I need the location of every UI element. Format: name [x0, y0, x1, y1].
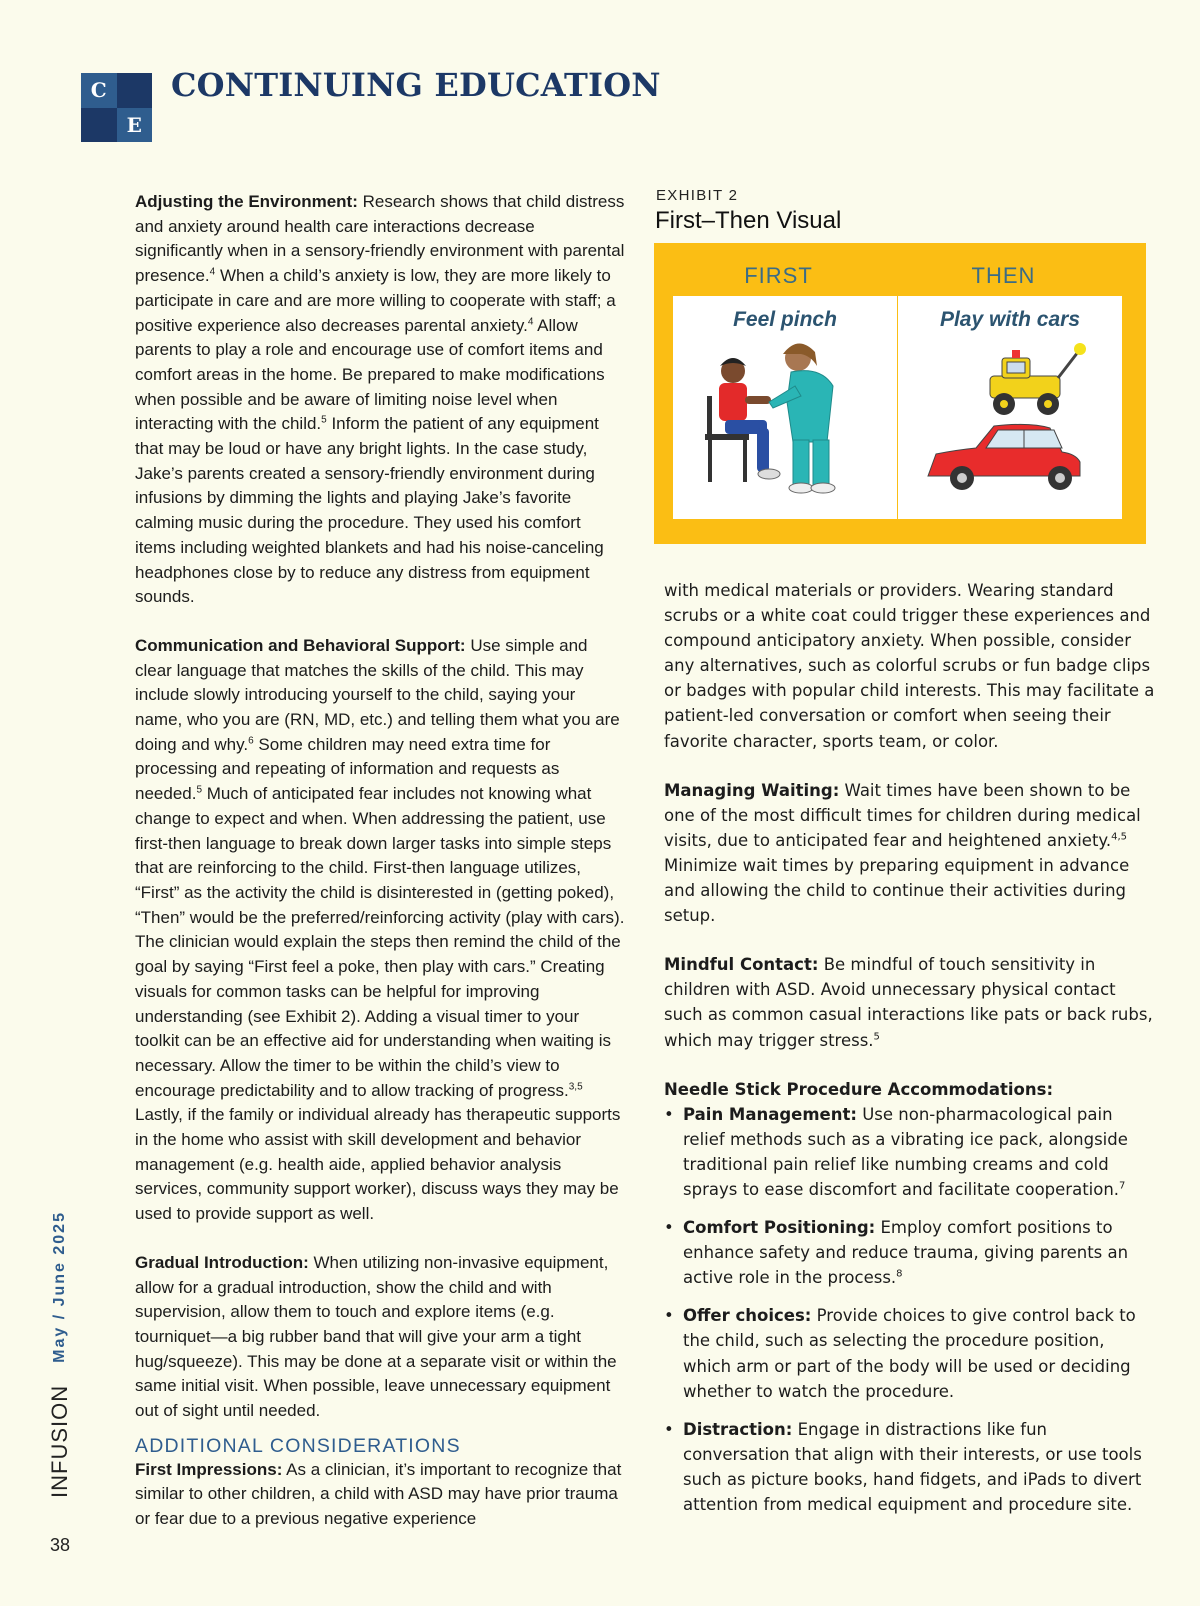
wheel-hub	[1044, 400, 1052, 408]
chair-leg	[743, 440, 747, 482]
paragraph-heading: Managing Waiting:	[664, 780, 840, 800]
magazine-name: INFUSION	[47, 1384, 72, 1498]
list-item-text: Employ comfort positions to enhance safety and reduce trauma, giving parents an active role in the process.	[683, 1218, 1129, 1288]
nurse-shoe	[811, 483, 835, 493]
page-number: 38	[50, 1535, 71, 1555]
list-item	[664, 1215, 1156, 1290]
ce-logo-tile	[81, 108, 117, 143]
exhibit-title: First–Then Visual	[655, 207, 842, 234]
reference-number: 4,5	[1111, 831, 1127, 843]
chair-leg	[708, 440, 712, 482]
first-panel	[673, 296, 897, 519]
paragraph-gradual-introduction	[135, 1251, 625, 1424]
paragraph-communication	[135, 634, 625, 1227]
right-column	[664, 578, 1156, 1530]
chair-back	[707, 396, 712, 440]
list-item	[664, 1417, 1156, 1517]
paragraph-adjusting-environment	[135, 190, 625, 610]
reference-number: 3,5	[568, 1080, 583, 1092]
nurse-child-illustration	[673, 336, 897, 516]
left-column	[135, 190, 625, 1532]
paragraph-text: Inform the patient of any equipment that may be loud or have any bright lights. In the case study, Jake’s parents created a sensory-friendly environment during infusions by dimming the lights and playing Jake’s favorite calming music during the procedure. They used his comfort items including weighted blankets and had his noise-canceling headphones close by to reduce any distress from equipment sounds.	[135, 414, 604, 607]
paragraph-continuation: with medical materials or providers. Wearing standard scrubs or a white coat could trigger these experiences and compound anticipatory anxiety. When possible, consider any alternatives, such as colorful scrubs or fun badge clips or badges with popular child interests. This may facilitate a patient-led conversation or comfort when seeing their favorite character, sports team, or color.	[664, 581, 1155, 751]
list-item-text: Use non-pharmacological pain relief methods such as a vibrating ice pack, alongside traditional pain relief like numbing creams and cold sprays to ease discomfort and facilitate cooperation.	[683, 1104, 1128, 1199]
child-shoe	[758, 469, 780, 479]
reference-number: 6	[248, 735, 254, 747]
list-item-heading: Distraction:	[683, 1419, 793, 1439]
reference-number: 4	[527, 315, 534, 327]
paragraph-text: Much of anticipated fear includes not knowing what change to expect and when. When addressing the patient, use first-then language to break down larger tasks into simple steps that are reinforcing to the child. First-then language utilizes, “First” as the activity the child is disinterested in (getting poked), “Then” would be the preferred/reinforcing activity (play with cars). The clinician would explain the steps then remind the child of the goal by saying “First feel a poke, then play with cars.” Creating visuals for common tasks can be helpful for improving understanding (see Exhibit 2). Adding a visual timer to your toolkit can be an effective aid for understanding when waiting is necessary. Allow the timer to be within the child’s view to encourage predictability and to allow tracking of progress.	[135, 784, 625, 1100]
sidebar-masthead	[30, 1138, 90, 1498]
paragraph-text: Minimize wait times by preparing equipment in advance and allowing the child to continue their activities during setup.	[664, 855, 1130, 926]
reference-number: 5	[321, 414, 327, 426]
child-arm	[745, 396, 771, 404]
then-caption: Play with cars	[939, 308, 1081, 331]
ce-logo-e: E	[117, 108, 153, 143]
list-item-text: Provide choices to give control back to the child, such as selecting the procedure position, which arm or part of the body will be used or deciding whether to watch the procedure.	[683, 1306, 1136, 1401]
paragraph-heading: First Impressions:	[135, 1459, 283, 1479]
list-item	[664, 1102, 1156, 1202]
ce-logo-c: C	[81, 73, 117, 108]
reference-number: 7	[1119, 1180, 1126, 1192]
nurse-leg	[793, 440, 809, 486]
reference-number: 4	[209, 266, 216, 278]
paragraph-text: Some children may need extra time for processing and repeating of information and requests as needed.	[135, 734, 560, 804]
nurse-shoe	[789, 483, 813, 493]
list-item-heading: Offer choices:	[683, 1306, 812, 1326]
list-item-heading: Pain Management:	[683, 1104, 857, 1124]
reference-number: 8	[896, 1268, 903, 1280]
paragraph-text: Wait times have been shown to be one of the most difficult times for children during medical visits, due to anticipated fear and heightened anxiety.	[664, 780, 1141, 850]
ce-logo	[81, 73, 152, 142]
paragraph-first-impressions	[135, 1458, 625, 1532]
first-then-visual	[654, 243, 1146, 544]
first-label: FIRST	[744, 263, 813, 288]
then-label: THEN	[971, 263, 1036, 288]
child-shirt	[719, 383, 747, 421]
exhibit-label: EXHIBIT 2	[656, 187, 739, 204]
list-item	[664, 1303, 1156, 1403]
paragraph-heading: Mindful Contact:	[664, 955, 819, 975]
paragraph-heading: Adjusting the Environment:	[135, 192, 358, 211]
section-title: CONTINUING EDUCATION	[171, 66, 661, 104]
issue-date: May / June 2025	[51, 1211, 68, 1363]
paragraph-text: Be mindful of touch sensitivity in children with ASD. Avoid unnecessary physical contact such as common casual interactions like pats or back rubs, which may trigger stress.	[664, 955, 1153, 1050]
ce-logo-tile	[117, 73, 153, 108]
paragraph-heading: Communication and Behavioral Support:	[135, 635, 466, 655]
paragraph-text: When utilizing non-invasive equipment, allow for a gradual introduction, show the child and with supervision, allow them to touch and explore items (e.g. tourniquet—a big rubber band that will give your arm a tight hug/squeeze). This may be done at a separate visit or within the same initial visit. When possible, leave unnecessary equipment out of sight until needed.	[135, 1252, 617, 1421]
child-shin	[757, 428, 769, 472]
additional-considerations-heading: ADDITIONAL CONSIDERATIONS	[135, 1434, 461, 1457]
paragraph-text: Lastly, if the family or individual already has therapeutic supports in the home who assist with skill development and behavior management (e.g. health aide, applied behavior analysis services, community support worker), discuss ways they may be used to provide support as well.	[135, 1105, 621, 1224]
reference-number: 5	[873, 1031, 880, 1042]
crane-spark	[1074, 343, 1086, 355]
wheel-hub	[1055, 473, 1065, 483]
truck-crane	[1058, 352, 1078, 378]
paragraph-text: When a child’s anxiety is low, they are more likely to participate in care and are more willing to cooperate with staff; a positive experience also decreases parental anxiety.	[135, 266, 616, 335]
paragraph-text: As a clinician, it’s important to recognize that similar to other children, a child with ASD may have prior trauma or fear due to a previous negative experience	[135, 1459, 622, 1529]
list-item-heading: Comfort Positioning:	[683, 1218, 876, 1238]
first-caption: Feel pinch	[733, 308, 837, 331]
nurse-leg	[813, 440, 829, 486]
reference-number: 5	[196, 784, 203, 796]
nurse-top	[787, 371, 833, 442]
paragraph-managing-waiting	[664, 778, 1156, 929]
then-panel	[898, 296, 1122, 519]
paragraph-mindful-contact	[664, 952, 1156, 1052]
truck-siren	[1012, 350, 1020, 358]
paragraph-text: Allow parents to play a role and encourage use of comfort items and comfort areas in the home. Be prepared to make modifications when possible and be aware of limiting noise level when interacting with the child.	[135, 315, 605, 434]
toy-cars-illustration	[898, 336, 1122, 516]
list-item-text: Engage in distractions like fun conversation that align with their interests, or use tools such as picture books, hand fidgets, and iPads to divert attention from medical equipment and procedure site.	[683, 1419, 1142, 1514]
wheel-hub	[957, 473, 967, 483]
accommodations-list	[664, 1102, 1156, 1517]
paragraph-text: Use simple and clear language that matches the skills of the child. This may include slowly introducing yourself to the child, saying your name, who you are (RN, MD, etc.) and telling them what you are doing and why.	[135, 635, 620, 754]
needle-stick-heading: Needle Stick Procedure Accommodations:	[664, 1079, 1054, 1099]
paragraph-heading: Gradual Introduction:	[135, 1252, 309, 1272]
truck-window	[1007, 362, 1025, 373]
wheel-hub	[1000, 400, 1008, 408]
paragraph-text: Research shows that child distress and anxiety around health care interactions decrease significantly when in a sensory-friendly environment with parental presence.	[135, 192, 625, 286]
